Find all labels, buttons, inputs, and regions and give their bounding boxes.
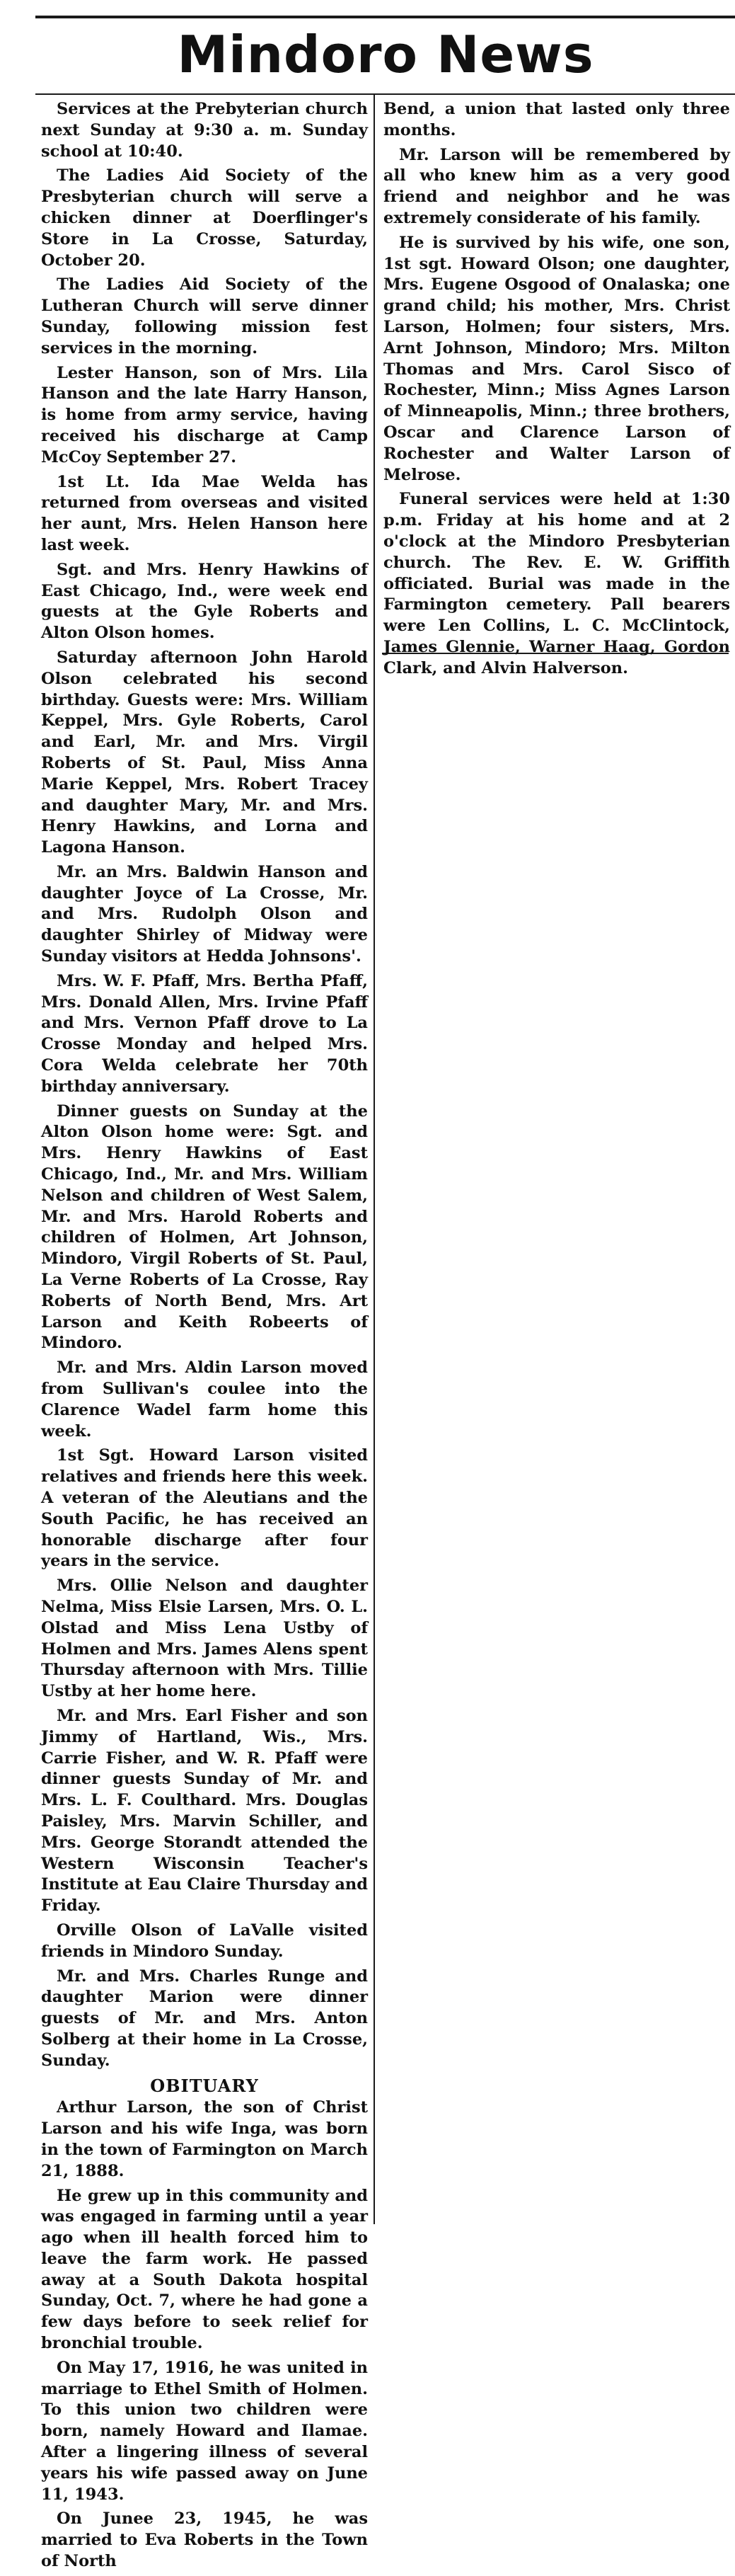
obituary-heading: OBITUARY — [150, 2075, 259, 2096]
news-item: Lester Hanson, son of Mrs. Lila Hanson and the late Harry Hanson, is home from army service, having received his discharge at Camp McCoy September 27. — [41, 363, 368, 466]
obituary-paragraph: On Junee 23, 1945, he was married to Eva Roberts in the Town of North — [41, 2509, 368, 2571]
news-item: Mr. and Mrs. Aldin Larson moved from Sullivan's coulee into the Clarence Wadel farm home this week. — [41, 1358, 368, 1441]
news-item: The Ladies Aid Society of the Presbyterian church will serve a chicken dinner at Doerflinger's Store in La Crosse, Saturday, October 20. — [41, 166, 368, 270]
news-item: Mr. an Mrs. Baldwin Hanson and daughter Joyce of La Crosse, Mr. and Mrs. Rudolph Olson and daughter Shirley of Midway were Sunday visitors at Hedda Johnsons'. — [41, 862, 368, 966]
news-item: Mrs. Ollie Nelson and daughter Nelma, Miss Elsie Larsen, Mrs. O. L. Olstad and Miss Lena Ustby of Holmen and Mrs. James Alens spent Thursday afternoon with Mrs. Tillie Ustby at her home here. — [41, 1576, 368, 1701]
right-column — [383, 99, 730, 683]
news-item: Mr. and Mrs. Charles Runge and daughter Marion were dinner guests of Mr. and Mrs. Anton Solberg at their home in La Crosse, Sunday. — [41, 1967, 368, 2070]
obituary-paragraph: He grew up in this community and was engaged in farming until a year ago when ill health forced him to leave the farm work. He passed away at a South Dakota hospital Sunday, Oct. 7, where he had gone a few days before to seek relief for bronchial trouble. — [41, 2186, 368, 2353]
left-column — [41, 99, 368, 2576]
news-item: Mrs. W. F. Pfaff, Mrs. Bertha Pfaff, Mrs. Donald Allen, Mrs. Irvine Pfaff and Mrs. Vernon Pfaff drove to La Crosse Monday and helped Mrs. Cora Welda celebrate her 70th birthday anniversary. — [41, 971, 368, 1096]
news-item: Orville Olson of LaValle visited friends in Mindoro Sunday. — [41, 1920, 368, 1961]
news-item: Mr. and Mrs. Earl Fisher and son Jimmy of Hartland, Wis., Mrs. Carrie Fisher, and W. R. Pfaff were dinner guests Sunday of Mr. and Mrs. L. F. Coulthard. Mrs. Douglas Paisley, Mrs. Marvin Schiller, and Mrs. George Storandt attended the Western Wisconsin Teacher's Institute at Eau Claire Thursday and Friday. — [41, 1706, 368, 1916]
news-item: Saturday afternoon John Harold Olson celebrated his second birthday. Guests were: Mrs. William Keppel, Mrs. Gyle Roberts, Carol and Earl, Mr. and Mrs. Virgil Roberts of St. Paul, Miss Anna Marie Keppel, Mrs. Robert Tracey and daughter Mary, Mr. and Mrs. Henry Hawkins, and Lorna and Lagona Hanson. — [41, 648, 368, 857]
news-item: The Ladies Aid Society of the Lutheran Church will serve dinner Sunday, following mission fest services in the morning. — [41, 275, 368, 357]
obituary-paragraph: Arthur Larson, the son of Christ Larson and his wife Inga, was born in the town of Farmington on March 21, 1888. — [41, 2098, 368, 2180]
obituary-paragraph: On May 17, 1916, he was united in marriage to Ethel Smith of Holmen. To this union two children were born, namely Howard and Ilamae. After a lingering illness of several years his wife passed away on June 11, 1943. — [41, 2358, 368, 2504]
obituary-paragraph: He is survived by his wife, one son, 1st sgt. Howard Olson; one daughter, Mrs. Eugene Osgood of Onalaska; one grand child; his mother, Mrs. Christ Larson, Holmen; four sisters, Mrs. Arnt Johnson, Mindoro; Mrs. Milton Thomas and Mrs. Carol Sisco of Rochester, Minn.; Miss Agnes Larson of Minneapolis, Minn.; three brothers, Oscar and Clarence Larson of Rochester and Walter Larson of Melrose. — [383, 233, 730, 484]
obituary-continued: Bend, a union that lasted only three months. — [383, 100, 730, 139]
news-item: 1st Sgt. Howard Larson visited relatives and friends here this week. A veteran of the Aleutians and the South Pacific, he has received an honorable discharge after four years in the service. — [41, 1446, 368, 1571]
news-item: 1st Lt. Ida Mae Welda has returned from overseas and visited her aunt, Mrs. Helen Hanson here last week. — [41, 472, 368, 554]
news-item: Services at the Prebyterian church next Sunday at 9:30 a. m. Sunday school at 10:40. — [41, 100, 368, 161]
page-title: Mindoro News — [177, 25, 594, 84]
column-divider — [374, 93, 375, 2224]
obituary-paragraph: Mr. Larson will be remembered by all who knew him as a very good friend and neighbor and he was extremely considerate of his family. — [383, 145, 730, 227]
masthead-rule — [35, 93, 735, 95]
masthead — [35, 16, 735, 93]
obituary-paragraph: Funeral services were held at 1:30 p.m. Friday at his home and at 2 o'clock at the Mindoro Presbyterian church. The Rev. E. W. Griffith officiated. Burial was made in the Farmington cemetery. Pall bearers were Len Collins, L. C. McClintock, James Glennie, Warner Haag, Gordon Clark, and Alvin Halverson. — [383, 490, 730, 677]
news-item: Dinner guests on Sunday at the Alton Olson home were: Sgt. and Mrs. Henry Hawkins of East Chicago, Ind., Mr. and Mrs. William Nelson and children of West Salem, Mr. and Mrs. Harold Roberts and children of Holmen, Art Johnson, Mindoro, Virgil Roberts of St. Paul, La Verne Roberts of La Crosse, Ray Roberts of North Bend, Mrs. Art Larson and Keith Robeerts of Mindoro. — [41, 1101, 368, 1353]
news-item: Sgt. and Mrs. Henry Hawkins of East Chicago, Ind., were week end guests at the Gyle Roberts and Alton Olson homes. — [41, 560, 368, 643]
